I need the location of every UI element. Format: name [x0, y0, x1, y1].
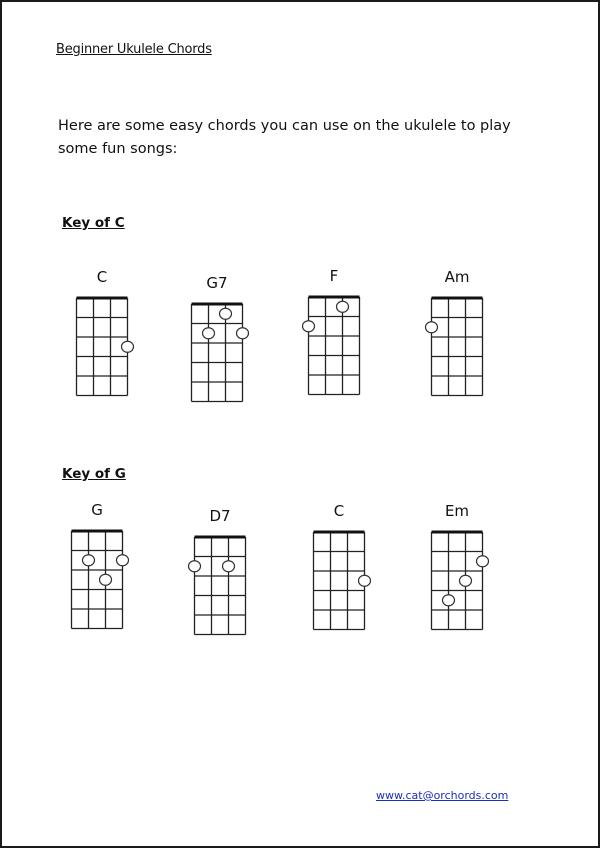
- finger-dot: [83, 555, 95, 566]
- page-title: Beginner Ukulele Chords: [56, 42, 212, 57]
- chord-name: G7: [206, 274, 228, 292]
- finger-dot: [100, 574, 112, 585]
- finger-dot: [426, 322, 438, 333]
- finger-dot: [359, 575, 371, 586]
- fretboard-grid: [422, 532, 492, 634]
- key-of-c-heading: Key of C: [62, 215, 125, 231]
- fretboard-grid: [422, 298, 492, 400]
- finger-dot: [117, 555, 129, 566]
- fretboard-grid: [182, 304, 252, 406]
- key-of-g-heading: Key of G: [62, 466, 126, 482]
- finger-dot: [203, 328, 215, 339]
- fretboard-grid: [62, 531, 132, 633]
- fretboard-grid: [299, 297, 369, 399]
- chord-name: Am: [444, 268, 470, 286]
- finger-dot: [122, 341, 134, 352]
- chord-name: G: [91, 501, 103, 519]
- finger-dot: [337, 301, 349, 312]
- chord-name: C: [96, 268, 108, 286]
- finger-dot: [223, 561, 235, 572]
- finger-dot: [189, 561, 201, 572]
- finger-dot: [237, 328, 249, 339]
- finger-dot: [477, 556, 489, 567]
- fretboard-grid: [67, 298, 137, 400]
- intro-paragraph: Here are some easy chords you can use on the ukulele to play some fun songs:: [58, 118, 511, 157]
- finger-dot: [460, 575, 472, 586]
- chord-name: F: [329, 267, 339, 285]
- finger-dot: [303, 321, 315, 332]
- fretboard-grid: [304, 532, 374, 634]
- website-link[interactable]: www.cat@orchords.com: [376, 789, 509, 802]
- finger-dot: [443, 595, 455, 606]
- fretboard-grid: [185, 537, 255, 639]
- chord-name: D7: [209, 507, 231, 525]
- chord-name: Em: [444, 502, 470, 520]
- finger-dot: [220, 308, 232, 319]
- chord-name: C: [333, 502, 345, 520]
